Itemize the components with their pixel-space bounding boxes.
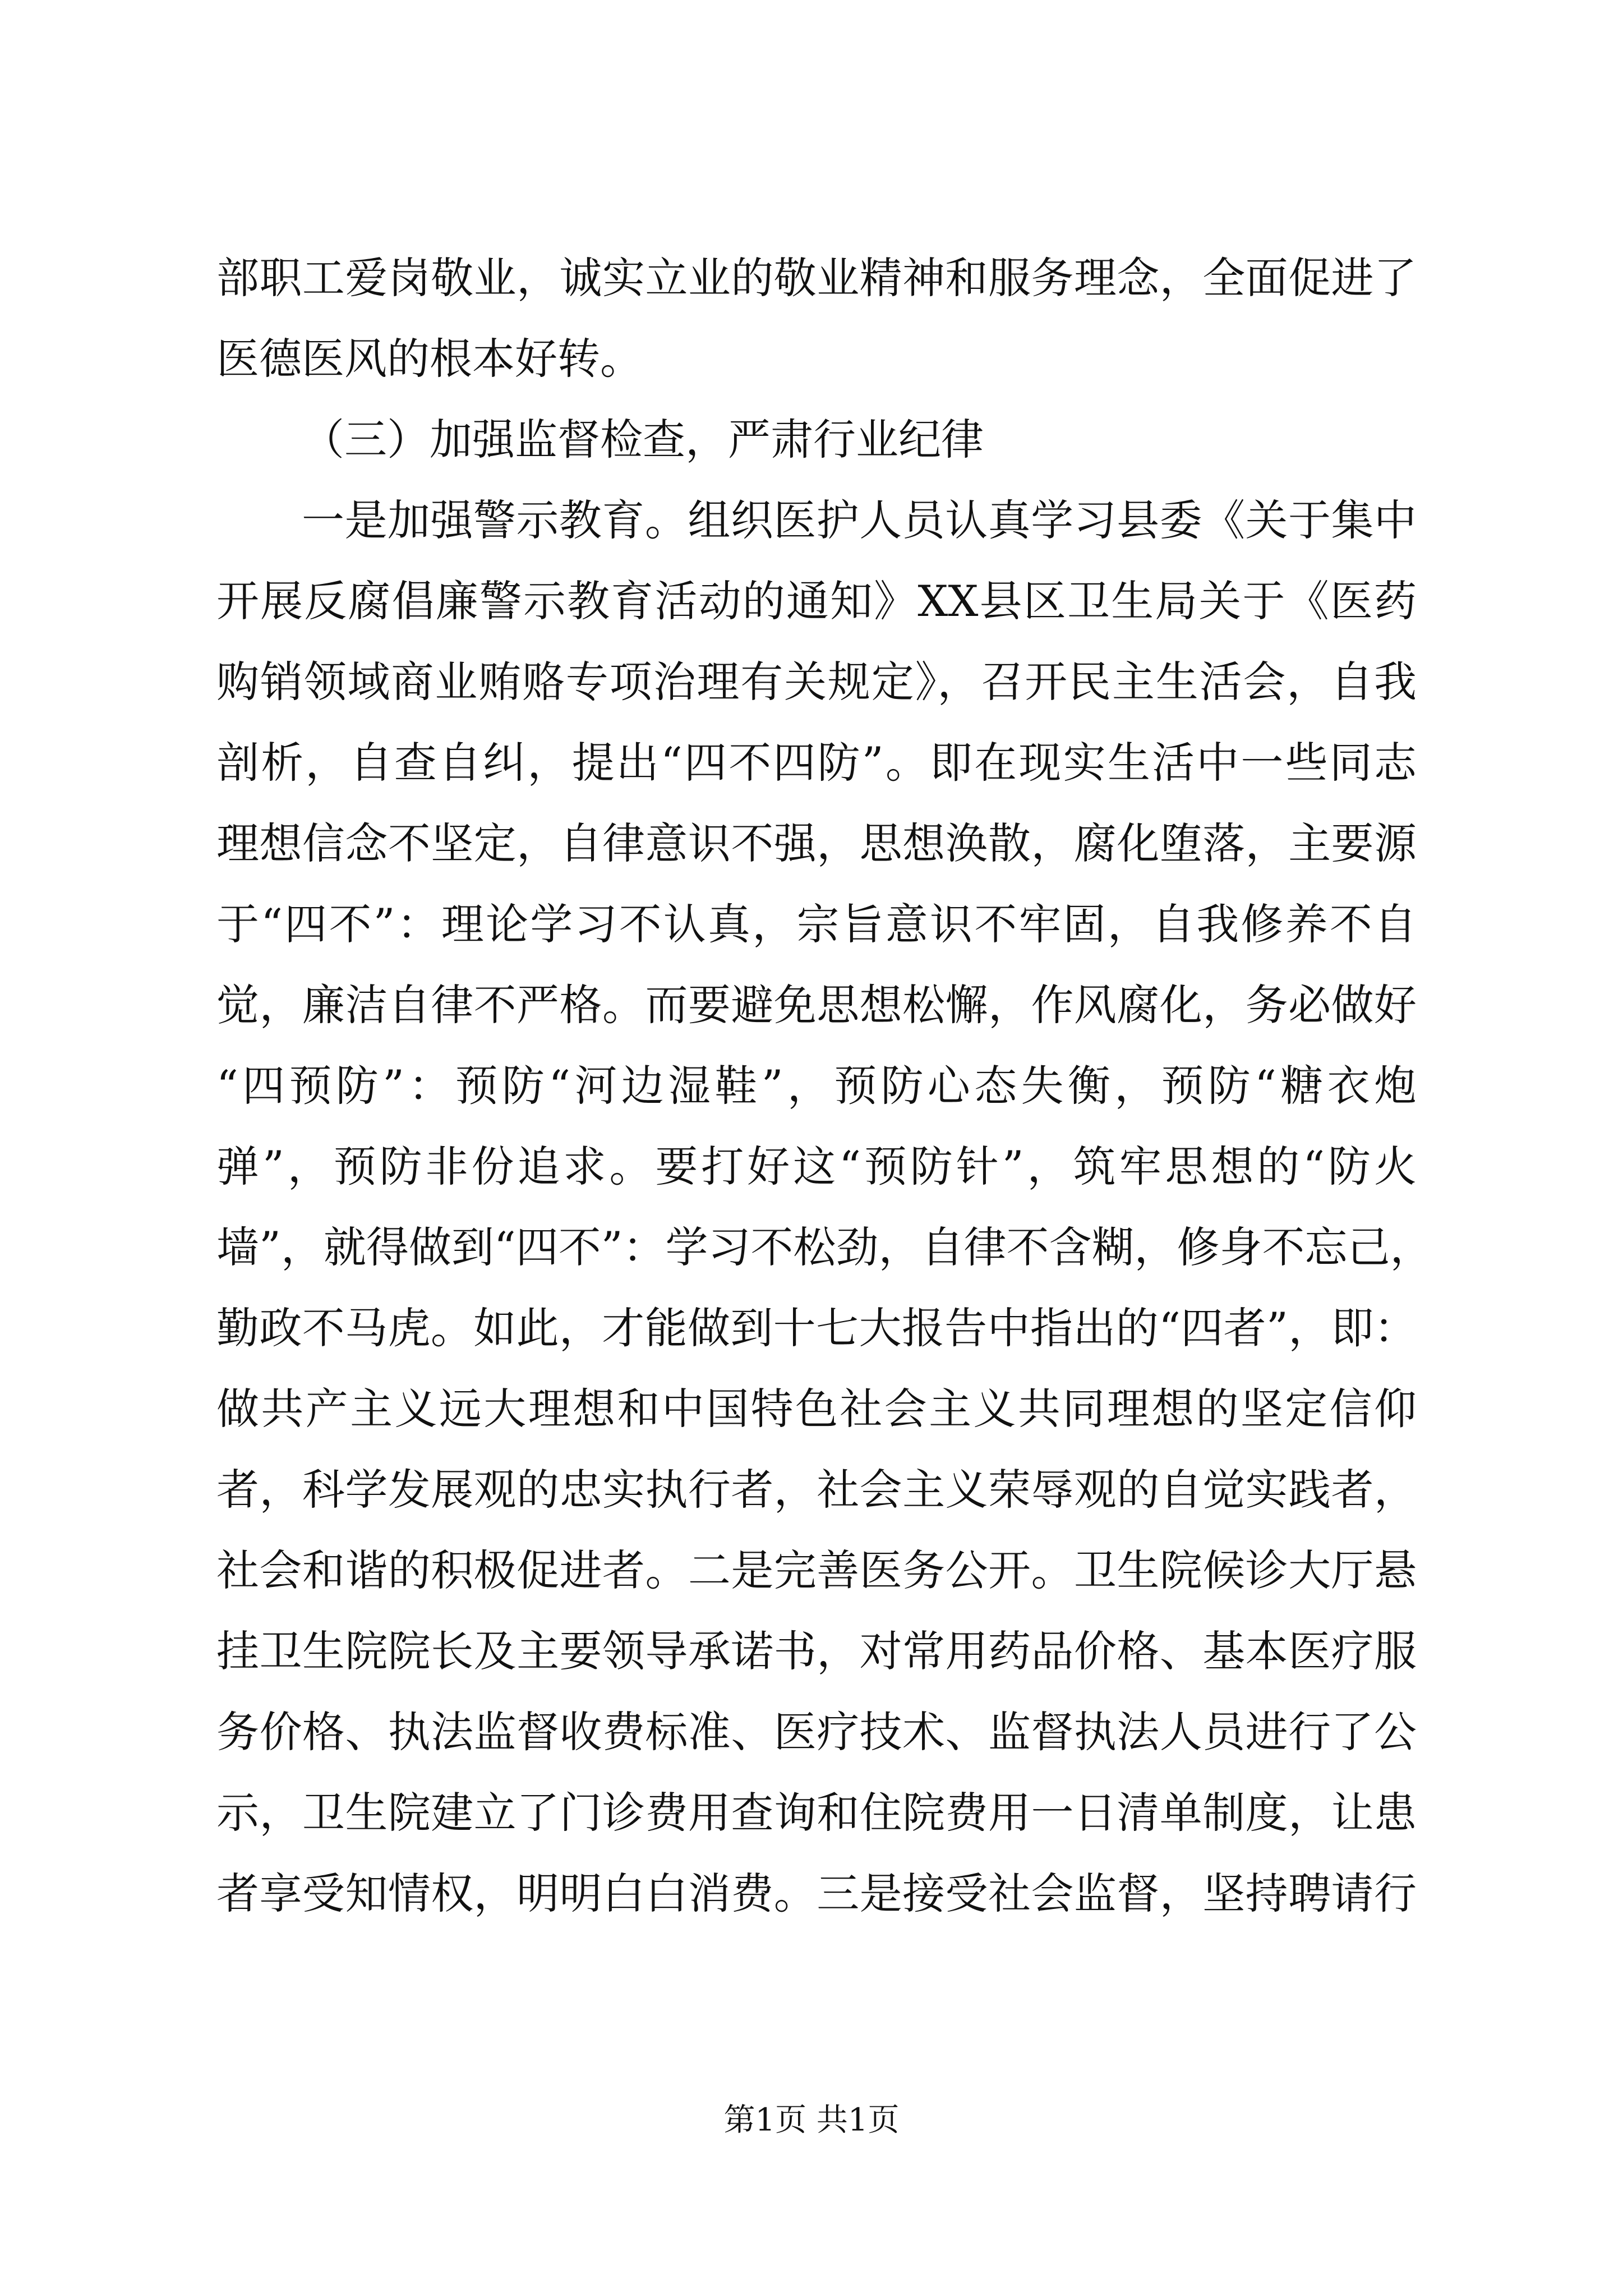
text-line: 部职工爱岗敬业，诚实立业的敬业精神和服务理念，全面促进了: [216, 253, 1417, 303]
text-line: 开展反腐倡廉警示教育活动的通知》XX县区卫生局关于《医药: [216, 576, 1417, 626]
text-line: 务价格、执法监督收费标准、医疗技术、监督执法人员进行了公: [216, 1707, 1417, 1757]
text-line: 者享受知情权，明明白白消费。三是接受社会监督，坚持聘请行: [216, 1869, 1417, 1918]
text-line: 者，科学发展观的忠实执行者，社会主义荣辱观的自觉实践者，: [216, 1465, 1417, 1515]
text-line: 社会和谐的积极促进者。二是完善医务公开。卫生院候诊大厅悬: [216, 1545, 1417, 1595]
text-line: 一是加强警示教育。组织医护人员认真学习县委《关于集中: [302, 495, 1417, 545]
text-line: 弹”，预防非份追求。要打好这“预防针”，筑牢思想的“防火: [216, 1142, 1417, 1191]
text-line: 墙”，就得做到“四不”：学习不松劲，自律不含糊，修身不忘己，: [216, 1222, 1433, 1272]
text-line: 勤政不马虎。如此，才能做到十七大报告中指出的“四者”，即：: [216, 1303, 1417, 1353]
text-line: 做共产主义远大理想和中国特色社会主义共同理想的坚定信仰: [216, 1384, 1417, 1434]
page-footer: 第1页 共1页: [723, 2102, 900, 2138]
text-line: 于“四不”：理论学习不认真，宗旨意识不牢固，自我修养不自: [216, 899, 1417, 949]
text-line: 医德医风的根本好转。: [216, 334, 643, 384]
text-line: 理想信念不坚定，自律意识不强，思想涣散，腐化堕落，主要源: [216, 818, 1417, 868]
text-line: 觉，廉洁自律不严格。而要避免思想松懈，作风腐化，务必做好: [216, 980, 1417, 1030]
body-text: [216, 238, 1433, 1934]
text-line: 示，卫生院建立了门诊费用查询和住院费用一日清单制度，让患: [216, 1788, 1417, 1838]
text-line: 购销领域商业贿赂专项治理有关规定》，召开民主生活会，自我: [216, 657, 1417, 707]
section-heading: （三）加强监督检查，严肃行业纪律: [302, 415, 984, 464]
text-line: 剖析，自查自纠，提出“四不四防”。即在现实生活中一些同志: [216, 738, 1417, 788]
text-line: 挂卫生院院长及主要领导承诺书，对常用药品价格、基本医疗服: [216, 1626, 1417, 1676]
text-line: “四预防”：预防“河边湿鞋”，预防心态失衡，预防“糖衣炮: [216, 1061, 1417, 1111]
